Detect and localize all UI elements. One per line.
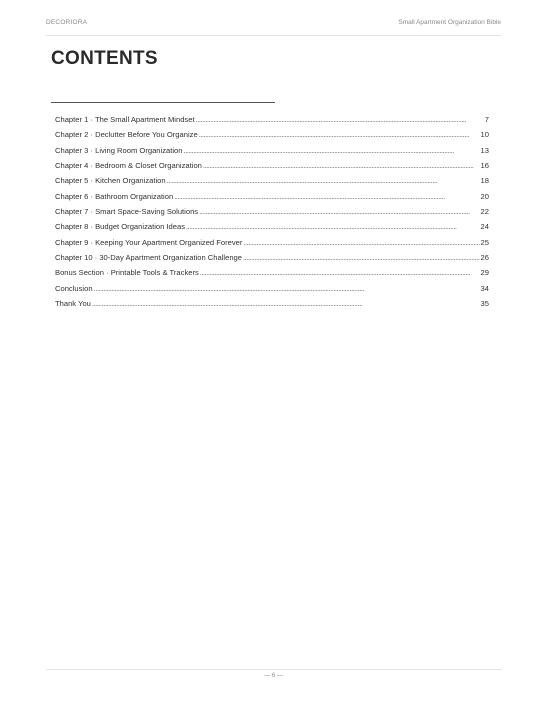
toc-leader-dots [199, 130, 480, 139]
toc-leader-dots [243, 253, 480, 262]
toc-entry[interactable] [55, 192, 489, 207]
toc-leader-dots [243, 238, 479, 247]
toc-entry-page: 20 [480, 191, 489, 201]
toc-entry[interactable] [55, 115, 489, 130]
toc-leader-dots [196, 115, 484, 124]
brand-name: DECORIORA [46, 19, 88, 26]
toc-entry-page: 16 [480, 161, 489, 171]
toc-entry[interactable] [55, 253, 489, 268]
toc-leader-dots [183, 146, 479, 155]
toc-entry[interactable] [55, 176, 489, 191]
toc-entry-title: Chapter 4 · Bedroom & Closet Organization [55, 161, 202, 171]
toc-leader-dots [94, 284, 480, 293]
toc-entry-title: Bonus Section · Printable Tools & Trackers [55, 268, 199, 278]
toc-entry-page: 18 [480, 176, 489, 186]
toc-entry-page: 26 [480, 253, 489, 263]
toc-entry[interactable] [55, 238, 489, 253]
title-divider [51, 102, 275, 103]
toc-leader-dots [203, 161, 480, 170]
toc-leader-dots [167, 176, 480, 185]
toc-entry-title: Chapter 6 · Bathroom Organization [55, 191, 174, 201]
document-title: Small Apartment Organization Bible [398, 19, 501, 26]
toc-entry[interactable] [55, 299, 489, 314]
toc-entry-page: 29 [480, 268, 489, 278]
toc-entry[interactable] [55, 207, 489, 222]
toc-entry-page: 34 [480, 283, 489, 293]
toc-entry-title: Chapter 9 · Keeping Your Apartment Organized Forever [55, 237, 243, 247]
toc-entry-page: 25 [480, 237, 489, 247]
page-header [46, 17, 501, 36]
toc-entry-page: 7 [484, 115, 489, 124]
toc-entry-title: Chapter 2 · Declutter Before You Organize [55, 130, 198, 140]
toc-entry-title: Thank You [55, 299, 91, 309]
toc-entry-title: Chapter 5 · Kitchen Organization [55, 176, 166, 186]
page-title: CONTENTS [51, 48, 158, 69]
toc-entry-title: Chapter 7 · Smart Space-Saving Solutions [55, 207, 199, 217]
toc-entry-page: 24 [480, 222, 489, 232]
toc-leader-dots [186, 222, 480, 231]
toc-entry-title: Chapter 8 · Budget Organization Ideas [55, 222, 186, 232]
page-footer [46, 669, 501, 679]
toc-entry-title: Chapter 10 · 30-Day Apartment Organization Challenge [55, 253, 242, 263]
toc-entry[interactable] [55, 161, 489, 176]
toc-entry-title: Chapter 1 · The Small Apartment Mindset [55, 115, 195, 124]
toc-entry-title: Conclusion [55, 283, 93, 293]
toc-entry-page: 13 [480, 145, 489, 155]
toc-leader-dots [200, 268, 480, 277]
toc-entry-page: 10 [480, 130, 489, 140]
toc-entry[interactable] [55, 130, 489, 145]
toc-leader-dots [174, 192, 479, 201]
table-of-contents [55, 115, 489, 314]
toc-entry[interactable] [55, 146, 489, 161]
toc-entry[interactable] [55, 284, 489, 299]
toc-entry[interactable] [55, 222, 489, 237]
toc-entry-page: 35 [480, 299, 489, 309]
page-number: — 6 — [264, 673, 283, 679]
toc-entry-page: 22 [480, 207, 489, 217]
toc-entry[interactable] [55, 268, 489, 283]
toc-leader-dots [199, 207, 479, 216]
toc-entry-title: Chapter 3 · Living Room Organization [55, 145, 183, 155]
toc-leader-dots [92, 299, 480, 308]
